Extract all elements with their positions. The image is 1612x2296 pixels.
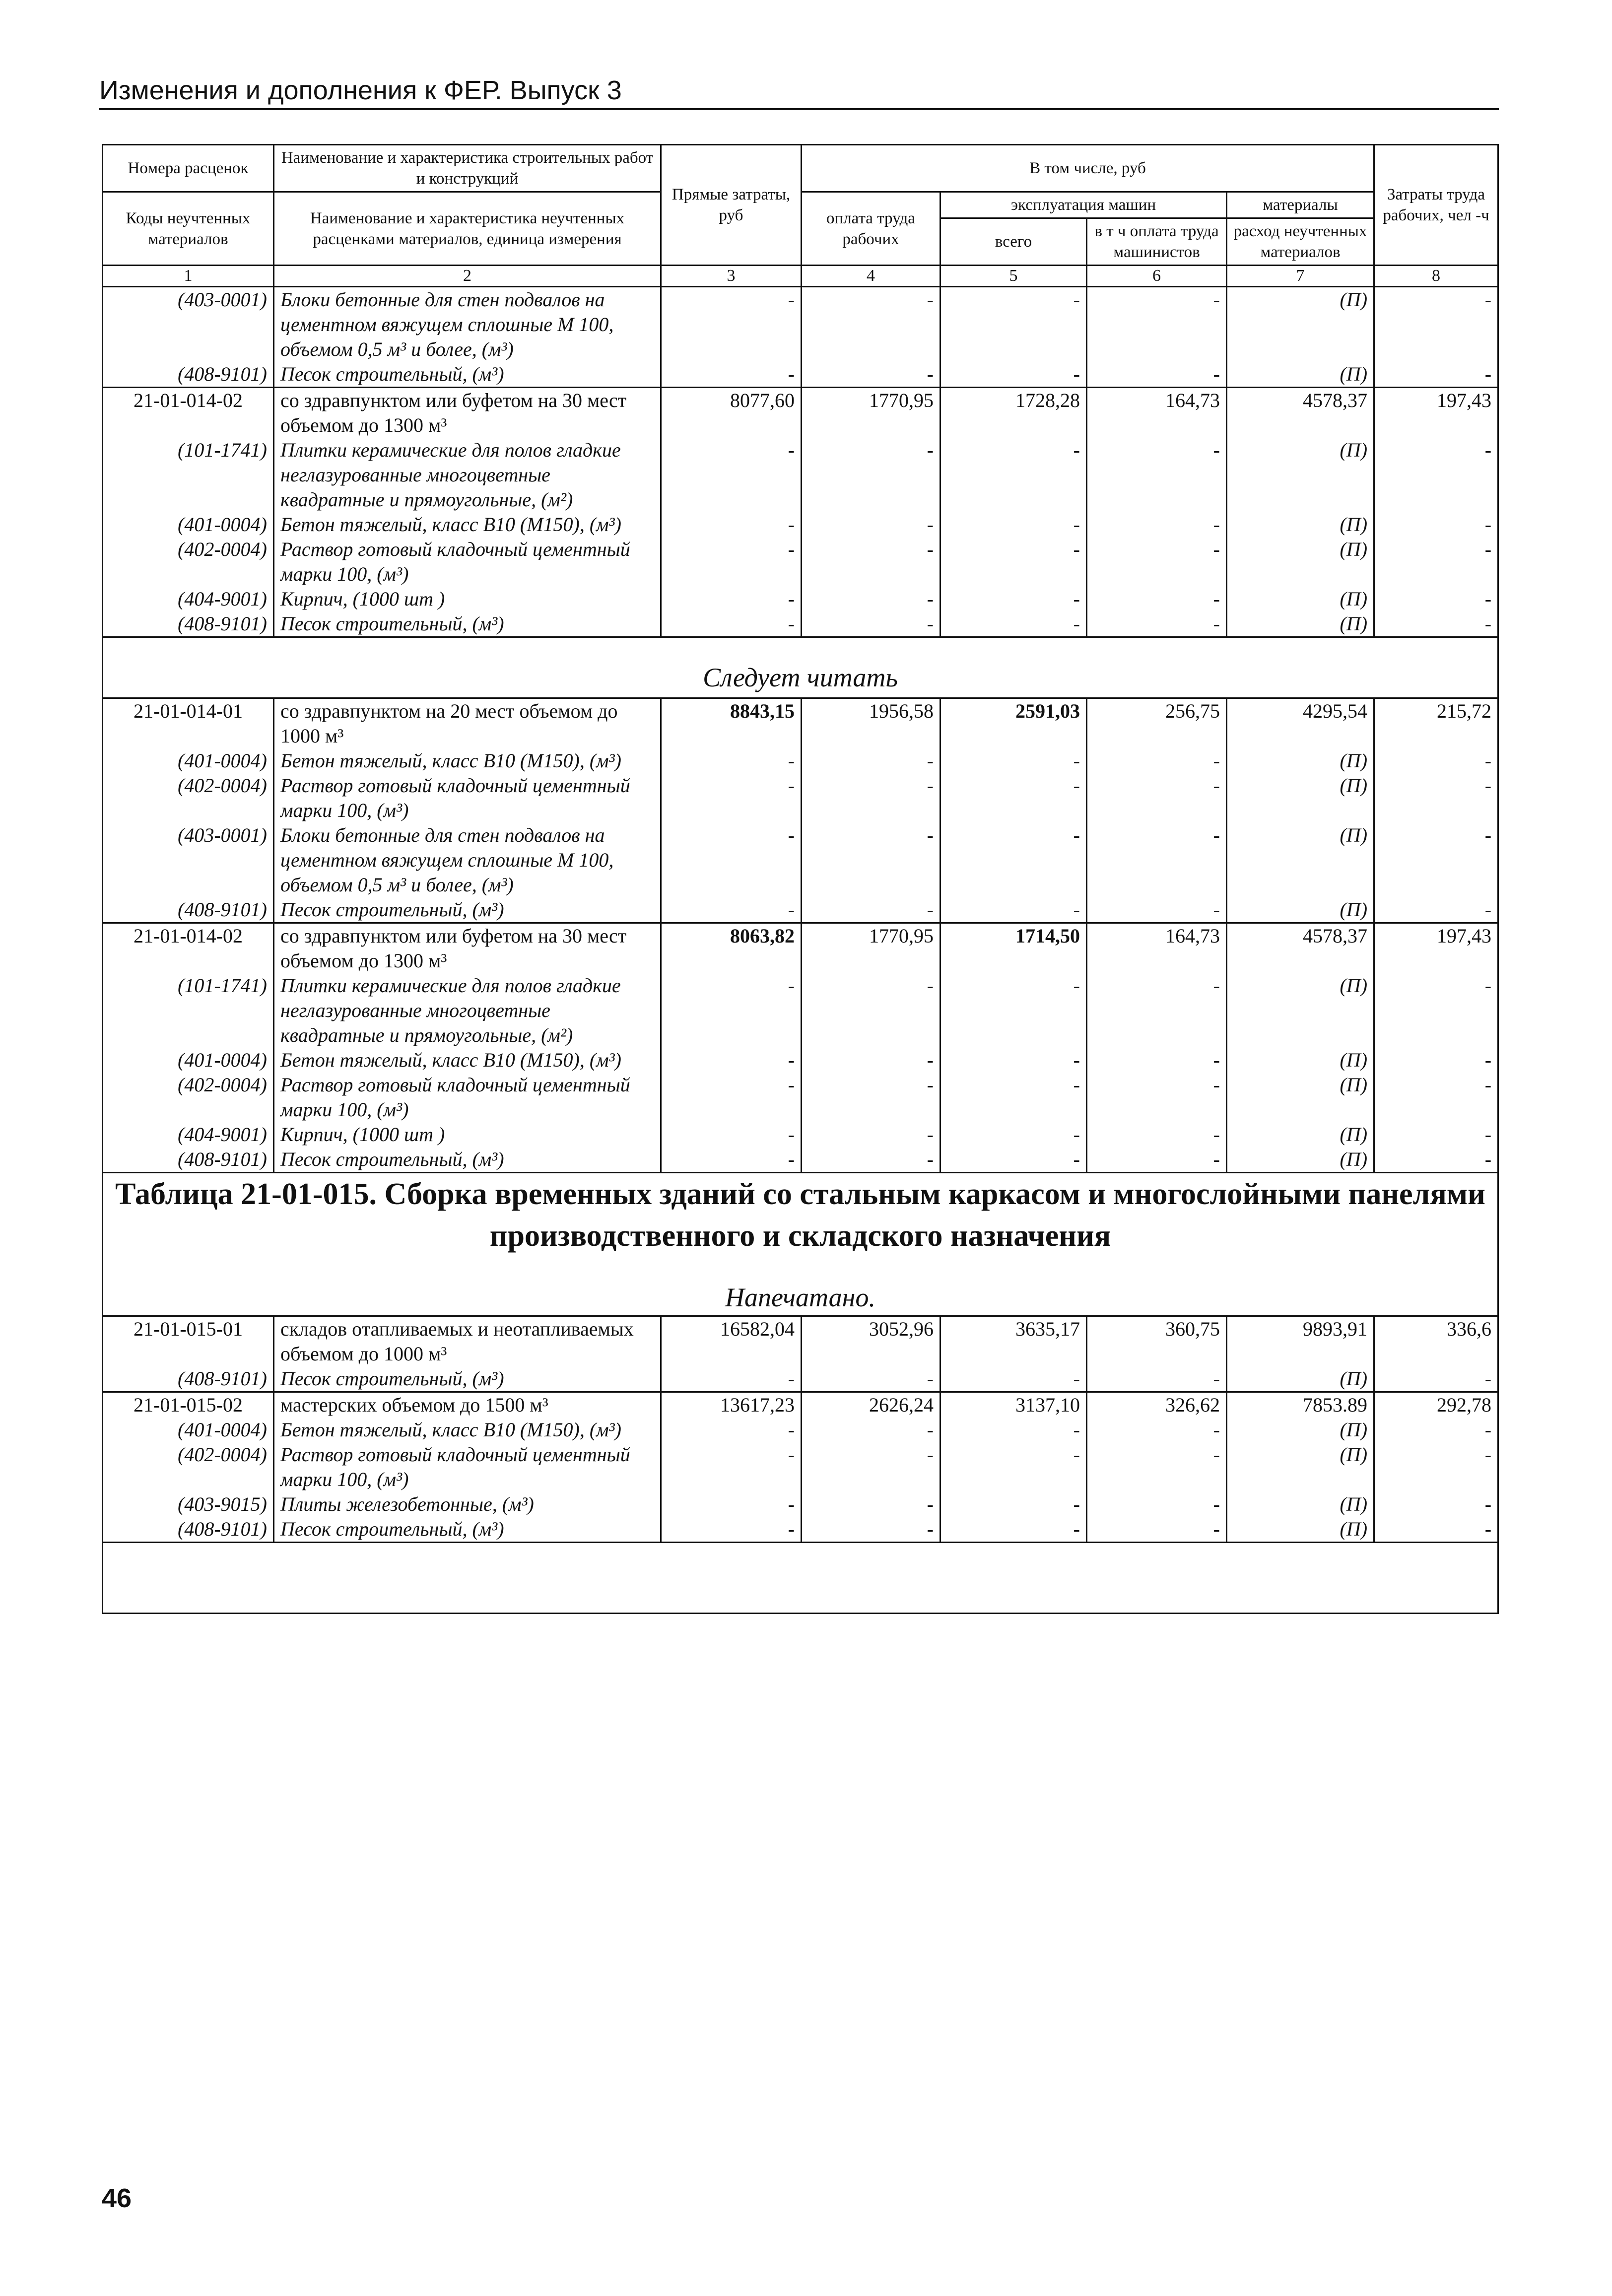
dash-cell: - [802,512,940,537]
machine-cost: 2591,03 [940,698,1087,749]
dash-cell: - [802,1517,940,1543]
rate-code: 21-01-015-01 [103,1316,274,1367]
material-name: Песок строительный, (м³) [274,362,661,388]
labor-hours: 292,78 [1374,1392,1498,1418]
material-name: Бетон тяжелый, класс В10 (М150), (м³) [274,1048,661,1073]
labor-hours: 197,43 [1374,388,1498,438]
dash-cell: - [1374,1418,1498,1442]
material-code: (404-9001) [103,1122,274,1147]
labor-hours: 197,43 [1374,923,1498,974]
dash-cell: - [1087,1517,1227,1543]
material-name: Кирпич, (1000 шт ) [274,1122,661,1147]
rate-name: мастерских объемом до 1500 м³ [274,1392,661,1418]
col-labor-header: оплата труда рабочих [802,192,940,266]
dash-cell: - [802,748,940,773]
dash-cell: - [1087,1147,1227,1173]
material-row [103,587,1498,611]
dash-cell: - [940,1048,1087,1073]
col-total-header: всего [940,218,1087,266]
col-hours-header: Затраты труда рабочих, чел -ч [1374,145,1498,266]
dash-cell: - [661,897,802,923]
p-cell: (П) [1227,1492,1374,1517]
dash-cell: - [661,611,802,637]
dash-cell: - [661,512,802,537]
dash-cell: - [940,611,1087,637]
material-row [103,611,1498,637]
dash-cell: - [1374,1442,1498,1492]
material-row [103,1366,1498,1392]
dash-cell: - [1374,587,1498,611]
dash-cell: - [661,1492,802,1517]
material-row [103,748,1498,773]
material-code: (408-9101) [103,897,274,923]
material-code: (404-9001) [103,587,274,611]
material-row [103,1073,1498,1122]
p-cell: (П) [1227,773,1374,823]
p-cell: (П) [1227,611,1374,637]
dash-cell: - [802,1366,940,1392]
material-row [103,1147,1498,1173]
rate-code: 21-01-014-02 [103,388,274,438]
col-num: 4 [802,266,940,287]
p-cell: (П) [1227,537,1374,587]
dash-cell: - [940,537,1087,587]
labor-cost: 1770,95 [802,923,940,974]
material-code: (408-9101) [103,611,274,637]
dash-cell: - [661,1418,802,1442]
dash-cell: - [802,1492,940,1517]
col-num: 1 [103,266,274,287]
dash-cell: - [661,1517,802,1543]
rate-name: со здравпунктом или буфетом на 30 мест объемом до 1300 м³ [274,388,661,438]
material-row [103,823,1498,897]
material-cost: 7853.89 [1227,1392,1374,1418]
labor-cost: 1770,95 [802,388,940,438]
col-codes-header: Коды неучтенных материалов [103,192,274,266]
p-cell: (П) [1227,512,1374,537]
dash-cell: - [661,773,802,823]
dash-cell: - [940,897,1087,923]
dash-cell: - [802,1147,940,1173]
dash-cell: - [940,973,1087,1048]
dash-cell: - [661,587,802,611]
machine-cost: 3137,10 [940,1392,1087,1418]
dash-cell: - [940,1147,1087,1173]
col-rate-no-header: Номера расценок [103,145,274,192]
p-cell: (П) [1227,973,1374,1048]
direct-cost: 16582,04 [661,1316,802,1367]
machine-cost: 1728,28 [940,388,1087,438]
dash-cell: - [940,823,1087,897]
dash-cell: - [802,537,940,587]
dash-cell: - [802,897,940,923]
page-number: 46 [102,2183,132,2213]
rate-code: 21-01-014-01 [103,698,274,749]
material-code: (408-9101) [103,1147,274,1173]
material-code: (101-1741) [103,973,274,1048]
col-num: 7 [1227,266,1374,287]
dash-cell: - [802,973,940,1048]
dash-cell: - [1374,823,1498,897]
rate-row [103,698,1498,749]
material-name: Песок строительный, (м³) [274,1366,661,1392]
dash-cell: - [940,748,1087,773]
material-code: (408-9101) [103,1366,274,1392]
dash-cell: - [1087,512,1227,537]
col-num: 2 [274,266,661,287]
rate-row [103,1316,1498,1367]
dash-cell: - [1087,823,1227,897]
dash-cell: - [661,362,802,388]
p-cell: (П) [1227,1122,1374,1147]
dash-cell: - [1087,1442,1227,1492]
material-row [103,1122,1498,1147]
dash-cell: - [661,1147,802,1173]
dash-cell: - [1087,1122,1227,1147]
p-cell: (П) [1227,1147,1374,1173]
col-mat-name-header: Наименование и характеристика неучтенных расценками материалов, единица измерения [274,192,661,266]
empty-cell [103,1543,1498,1614]
dash-cell: - [1087,1418,1227,1442]
dash-cell: - [1374,1366,1498,1392]
col-incl-header: В том числе, руб [802,145,1374,192]
dash-cell: - [1374,1048,1498,1073]
direct-cost: 8843,15 [661,698,802,749]
col-driver-header: в т ч оплата труда машинистов [1087,218,1227,266]
rate-code: 21-01-014-02 [103,923,274,974]
dash-cell: - [1374,611,1498,637]
material-row [103,537,1498,587]
rate-name: со здравпунктом на 20 мест объемом до 1000 м³ [274,698,661,749]
col-materials-header: материалы [1227,192,1374,218]
material-row [103,773,1498,823]
dash-cell: - [940,1122,1087,1147]
p-cell: (П) [1227,748,1374,773]
dash-cell: - [661,438,802,512]
material-code: (402-0004) [103,537,274,587]
dash-cell: - [1087,587,1227,611]
dash-cell: - [661,973,802,1048]
material-name: Блоки бетонные для стен подвалов на цементном вяжущем сплошные М 100, объемом 0,5 м³ и более, (м³) [274,287,661,362]
banner-printed: Напечатано. [725,1283,875,1312]
machine-cost: 1714,50 [940,923,1087,974]
dash-cell: - [1087,973,1227,1048]
p-cell: (П) [1227,1418,1374,1442]
dash-cell: - [1374,1492,1498,1517]
dash-cell: - [661,1073,802,1122]
rate-code: 21-01-015-02 [103,1392,274,1418]
material-name: Песок строительный, (м³) [274,1517,661,1543]
material-name: Песок строительный, (м³) [274,1147,661,1173]
p-cell: (П) [1227,1442,1374,1492]
material-code: (401-0004) [103,512,274,537]
page-header: Изменения и дополнения к ФЕР. Выпуск 3 [99,74,1499,110]
material-cost: 4578,37 [1227,923,1374,974]
direct-cost: 8063,82 [661,923,802,974]
dash-cell: - [1374,1517,1498,1543]
dash-cell: - [940,362,1087,388]
dash-cell: - [1087,773,1227,823]
table-title-row [103,1173,1498,1316]
material-name: Раствор готовый кладочный цементный марки 100, (м³) [274,1073,661,1122]
direct-cost: 13617,23 [661,1392,802,1418]
dash-cell: - [802,1073,940,1122]
p-cell: (П) [1227,287,1374,362]
p-cell: (П) [1227,362,1374,388]
material-name: Раствор готовый кладочный цементный марки 100, (м³) [274,773,661,823]
dash-cell: - [661,1122,802,1147]
material-cost: 4295,54 [1227,698,1374,749]
dash-cell: - [1374,287,1498,362]
material-name: Бетон тяжелый, класс В10 (М150), (м³) [274,512,661,537]
material-code: (403-9015) [103,1492,274,1517]
dash-cell: - [1087,1492,1227,1517]
material-code: (403-0001) [103,287,274,362]
material-cost: 9893,91 [1227,1316,1374,1367]
dash-cell: - [940,512,1087,537]
material-code: (401-0004) [103,1418,274,1442]
dash-cell: - [1374,973,1498,1048]
dash-cell: - [1087,537,1227,587]
dash-cell: - [661,1366,802,1392]
dash-cell: - [940,1492,1087,1517]
dash-cell: - [661,823,802,897]
col-num: 5 [940,266,1087,287]
dash-cell: - [1087,1366,1227,1392]
material-code: (101-1741) [103,438,274,512]
material-code: (401-0004) [103,748,274,773]
dash-cell: - [661,287,802,362]
table-title: Таблица 21-01-015. Сборка временных зданий со стальным каркасом и многослойными панелями производственного и складского назначения [115,1177,1485,1253]
col-direct-header: Прямые затраты, руб [661,145,802,266]
dash-cell: - [1374,773,1498,823]
dash-cell: - [661,1048,802,1073]
rate-row [103,923,1498,974]
material-name: Плиты железобетонные, (м³) [274,1492,661,1517]
material-code: (402-0004) [103,1442,274,1492]
driver-cost: 164,73 [1087,388,1227,438]
material-name: Песок строительный, (м³) [274,611,661,637]
labor-hours: 215,72 [1374,698,1498,749]
dash-cell: - [802,287,940,362]
material-row [103,287,1498,362]
driver-cost: 360,75 [1087,1316,1227,1367]
material-code: (408-9101) [103,1517,274,1543]
material-code: (401-0004) [103,1048,274,1073]
material-name: Раствор готовый кладочный цементный марки 100, (м³) [274,1442,661,1492]
dash-cell: - [940,438,1087,512]
p-cell: (П) [1227,1048,1374,1073]
p-cell: (П) [1227,1366,1374,1392]
material-row [103,1442,1498,1492]
rate-row [103,388,1498,438]
p-cell: (П) [1227,823,1374,897]
material-code: (402-0004) [103,773,274,823]
dash-cell: - [802,611,940,637]
col-work-name-header: Наименование и характеристика строительных работ и конструкций [274,145,661,192]
dash-cell: - [1087,1048,1227,1073]
dash-cell: - [940,287,1087,362]
dash-cell: - [940,1073,1087,1122]
dash-cell: - [661,1442,802,1492]
driver-cost: 326,62 [1087,1392,1227,1418]
dash-cell: - [940,587,1087,611]
p-cell: (П) [1227,897,1374,923]
material-name: Раствор готовый кладочный цементный марки 100, (м³) [274,537,661,587]
driver-cost: 256,75 [1087,698,1227,749]
col-machines-header: эксплуатация машин [940,192,1227,218]
dash-cell: - [1374,362,1498,388]
banner-read: Следует читать [103,637,1498,698]
dash-cell: - [1087,748,1227,773]
material-code: (403-0001) [103,823,274,897]
rate-name: складов отапливаемых и неотапливаемых объемом до 1000 м³ [274,1316,661,1367]
dash-cell: - [940,1517,1087,1543]
dash-cell: - [940,1418,1087,1442]
dash-cell: - [1087,362,1227,388]
dash-cell: - [1374,897,1498,923]
dash-cell: - [1087,287,1227,362]
col-num: 8 [1374,266,1498,287]
material-row [103,1048,1498,1073]
dash-cell: - [661,748,802,773]
labor-hours: 336,6 [1374,1316,1498,1367]
labor-cost: 3052,96 [802,1316,940,1367]
dash-cell: - [802,1442,940,1492]
material-name: Плитки керамические для полов гладкие неглазурованные многоцветные квадратные и прямоугольные, (м²) [274,973,661,1048]
material-row [103,897,1498,923]
dash-cell: - [802,1122,940,1147]
dash-cell: - [940,1366,1087,1392]
table-title-cell [103,1173,1498,1316]
driver-cost: 164,73 [1087,923,1227,974]
dash-cell: - [802,587,940,611]
labor-cost: 2626,24 [802,1392,940,1418]
col-mat-cons-header: расход неучтенных материалов [1227,218,1374,266]
material-row [103,362,1498,388]
rates-table [102,144,1499,1614]
dash-cell: - [940,773,1087,823]
dash-cell: - [802,1418,940,1442]
dash-cell: - [1087,1073,1227,1122]
dash-cell: - [661,537,802,587]
material-name: Бетон тяжелый, класс В10 (М150), (м³) [274,1418,661,1442]
rate-name: со здравпунктом или буфетом на 30 мест объемом до 1300 м³ [274,923,661,974]
dash-cell: - [802,438,940,512]
col-num: 6 [1087,266,1227,287]
material-name: Песок строительный, (м³) [274,897,661,923]
material-name: Бетон тяжелый, класс В10 (М150), (м³) [274,748,661,773]
dash-cell: - [802,823,940,897]
material-row [103,438,1498,512]
material-row [103,1418,1498,1442]
banner-row [103,637,1498,698]
dash-cell: - [1374,512,1498,537]
material-row [103,973,1498,1048]
dash-cell: - [940,1442,1087,1492]
material-name: Плитки керамические для полов гладкие неглазурованные многоцветные квадратные и прямоугольные, (м²) [274,438,661,512]
dash-cell: - [802,1048,940,1073]
dash-cell: - [1374,748,1498,773]
dash-cell: - [1087,897,1227,923]
dash-cell: - [1374,1147,1498,1173]
dash-cell: - [1374,1073,1498,1122]
dash-cell: - [1374,537,1498,587]
material-cost: 4578,37 [1227,388,1374,438]
dash-cell: - [1087,611,1227,637]
direct-cost: 8077,60 [661,388,802,438]
p-cell: (П) [1227,587,1374,611]
material-code: (408-9101) [103,362,274,388]
rate-row [103,1392,1498,1418]
material-name: Кирпич, (1000 шт ) [274,587,661,611]
empty-row [103,1543,1498,1614]
p-cell: (П) [1227,1073,1374,1122]
p-cell: (П) [1227,1517,1374,1543]
col-num: 3 [661,266,802,287]
dash-cell: - [802,773,940,823]
dash-cell: - [802,362,940,388]
dash-cell: - [1374,438,1498,512]
material-code: (402-0004) [103,1073,274,1122]
p-cell: (П) [1227,438,1374,512]
material-name: Блоки бетонные для стен подвалов на цементном вяжущем сплошные М 100, объемом 0,5 м³ и более, (м³) [274,823,661,897]
material-row [103,1517,1498,1543]
labor-cost: 1956,58 [802,698,940,749]
machine-cost: 3635,17 [940,1316,1087,1367]
dash-cell: - [1374,1122,1498,1147]
material-row [103,1492,1498,1517]
dash-cell: - [1087,438,1227,512]
material-row [103,512,1498,537]
